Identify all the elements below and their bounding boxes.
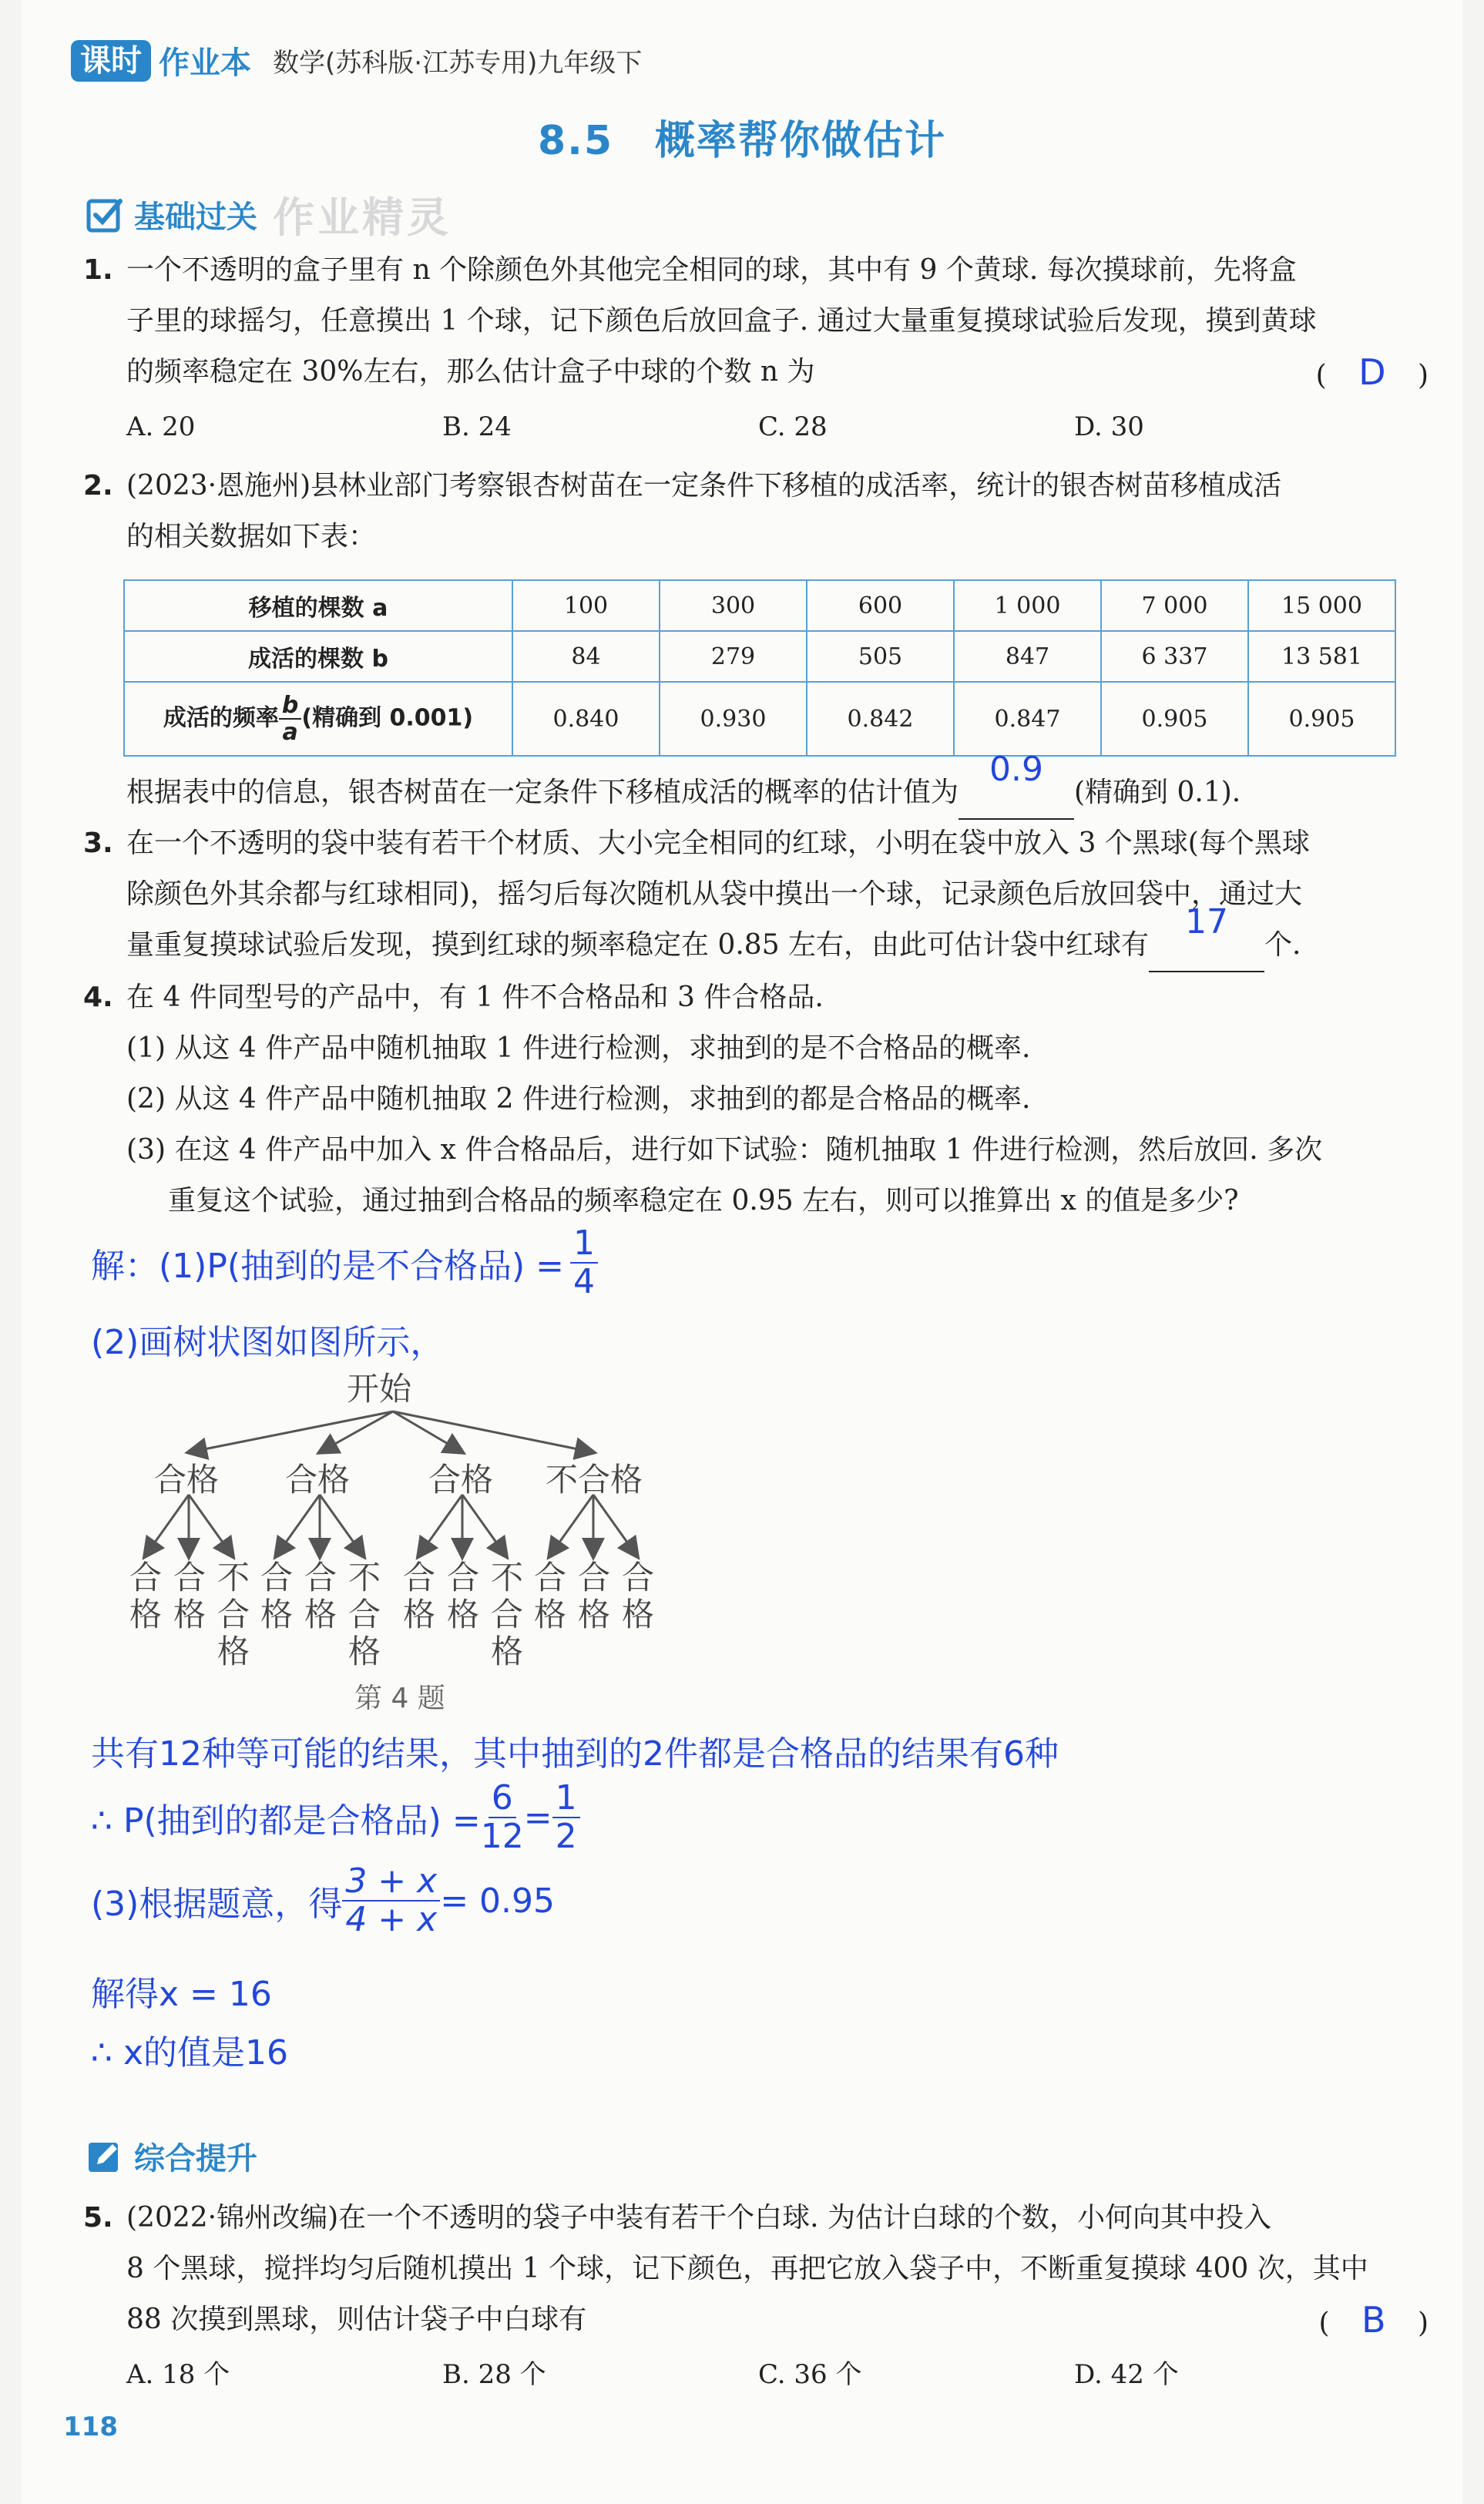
question-number: 1. — [83, 254, 113, 286]
q2-answer-line — [126, 750, 1241, 820]
tree-leaf: 合格 — [534, 1559, 567, 1633]
section-title: 8.5 概率帮你做估计 — [537, 118, 947, 164]
pencil-note-icon — [86, 2138, 123, 2175]
fraction — [481, 1780, 524, 1856]
tree-leaf: 不合格 — [217, 1559, 250, 1670]
table-cell: 300 — [660, 580, 807, 631]
option-d: D. 30 — [1074, 411, 1144, 442]
q4-line — [83, 972, 1401, 1023]
table-cell: 84 — [512, 631, 660, 682]
question-number: 5. — [83, 2202, 113, 2234]
q3-line3 — [83, 902, 1401, 972]
q5-answer-bracket — [1318, 2294, 1429, 2349]
q2-answer: 0.9 — [989, 750, 1043, 789]
table-cell: 0.905 — [1248, 682, 1395, 756]
option-b: B. 24 — [442, 411, 512, 442]
q4-part3-cont: 重复这个试验，通过抽到合格品的频率稳定在 0.95 左右，则可以推算出 x 的值是多少? — [168, 1185, 1239, 1217]
q4-part1: (1) 从这 4 件产品中随机抽取 1 件进行检测，求抽到的是不合格品的概率. — [126, 1032, 1031, 1064]
q5-line — [83, 2193, 1401, 2244]
q5-answer: B — [1361, 2299, 1386, 2341]
table-cell: 279 — [660, 631, 807, 682]
q3-text-line2: 除颜色外其余都与红球相同)，摇匀后每次随机从袋中摸出一个球，记录颜色后放回袋中，通过大 — [126, 878, 1303, 910]
solution-part3: 共有12种等可能的结果，其中抽到的2件都是合格品的结果有6种 — [91, 1734, 1059, 1774]
q3-suffix: 个. — [1264, 929, 1301, 961]
table-cell: 6 337 — [1101, 631, 1248, 682]
question-1 — [83, 245, 1429, 452]
solution-text: = 0.95 — [440, 1881, 556, 1921]
tree-node: 合格 — [285, 1461, 351, 1499]
table-cell: 15 000 — [1248, 580, 1395, 631]
q1-text-line2: 子里的球摇匀，任意摸出 1 个球，记下颜色后放回盒子. 通过大量重复摸球试验后发现，摸到黄球 — [126, 305, 1317, 337]
table-cell: 505 — [807, 631, 954, 682]
q5-options — [83, 2349, 1401, 2400]
question-4 — [83, 972, 1401, 1227]
option-a: A. 20 — [126, 411, 196, 442]
bracket-open: ( — [1318, 2308, 1330, 2339]
q3-text-line3: 量重复摸球试验后发现，摸到红球的频率稳定在 0.85 左右，由此可估计袋中红球有 — [126, 929, 1150, 961]
option-b: B. 28 个 — [442, 2359, 546, 2390]
q1-line3 — [83, 347, 1429, 401]
tree-leaf: 合格 — [129, 1559, 163, 1633]
tree-leaf: 合格 — [578, 1559, 611, 1633]
tree-leaf: 合格 — [304, 1559, 337, 1633]
tree-leaf: 合格 — [173, 1559, 206, 1633]
option-c: C. 36 个 — [758, 2359, 862, 2390]
fraction-denominator: 4 — [573, 1262, 596, 1302]
q3-answer-blank — [1149, 902, 1264, 972]
header — [71, 39, 642, 82]
question-3 — [83, 818, 1401, 972]
q5-text-line1: (2022·锦州改编)在一个不透明的袋子中装有若干个白球. 为估计白球的个数，小何向其中投入 — [126, 2202, 1272, 2234]
option-a: A. 18 个 — [126, 2359, 230, 2390]
tree-node: 不合格 — [546, 1461, 643, 1499]
tree-leaf: 不合格 — [348, 1559, 381, 1670]
question-number: 3. — [83, 827, 113, 859]
q4-part2: (2) 从这 4 件产品中随机抽取 2 件进行检测，求抽到的都是合格品的概率. — [126, 1083, 1031, 1115]
solution-part1 — [91, 1225, 598, 1301]
tree-leaf: 不合格 — [491, 1559, 524, 1670]
table-cell: 移植的棵数 a — [124, 580, 512, 631]
fraction — [279, 693, 301, 745]
q5-text-line3: 88 次摸到黑球，则估计袋子中白球有 — [126, 2304, 587, 2335]
solution-part5 — [91, 1863, 555, 1939]
row-label-suffix: (精确到 0.001) — [301, 704, 474, 732]
fraction-numerator: 1 — [570, 1225, 598, 1264]
q1-line — [83, 245, 1393, 296]
table-cell: 0.905 — [1101, 682, 1248, 756]
section-heading-advanced — [86, 2134, 257, 2178]
brand-name: 作业本 — [159, 45, 251, 81]
table-cell: 成活的棵数 b — [124, 631, 512, 682]
table-row — [124, 631, 1395, 682]
table-cell: 0.842 — [807, 682, 954, 756]
q2-text-line1: (2023·恩施州)县林业部门考察银杏树苗在一定条件下移植的成活率，统计的银杏树苗移植成活 — [126, 470, 1282, 502]
solution-part2: (2)画树状图如图所示， — [91, 1323, 445, 1362]
section-heading-basic — [86, 185, 452, 244]
table-cell: 847 — [954, 631, 1101, 682]
solution-part7: ∴ x的值是16 — [91, 2033, 289, 2073]
q1-answer-bracket — [1316, 347, 1429, 401]
q5-text-line2: 8 个黑球，搅拌均匀后随机摸出 1 个球，记下颜色，再把它放入袋子中，不断重复摸球 400 次，其中 — [126, 2253, 1368, 2284]
page-number: 118 — [63, 2412, 118, 2442]
q2-answer-suffix: (精确到 0.1). — [1074, 777, 1241, 808]
fraction-denominator: a — [282, 719, 298, 746]
q1-text-line1: 一个不透明的盒子里有 n 个除颜色外其他完全相同的球，其中有 9 个黄球. 每次摸球前，先将盒 — [126, 254, 1297, 286]
book-subject: 数学(苏科版·江苏专用)九年级下 — [273, 48, 643, 79]
brand-badge: 课时 — [71, 40, 151, 82]
bracket-open: ( — [1315, 360, 1327, 391]
row-label-prefix: 成活的频率 — [163, 704, 279, 732]
tree-leaf: 合格 — [447, 1559, 480, 1633]
q2-answer-blank — [959, 750, 1074, 820]
fraction-numerator: 1 — [552, 1780, 580, 1818]
tree-leaf: 合格 — [260, 1559, 294, 1633]
tree-node: 合格 — [154, 1461, 220, 1499]
solution-part4 — [91, 1780, 580, 1856]
fraction-denominator: 4 + x — [345, 1900, 438, 1940]
solution-text: ∴ P(抽到的都是合格品) = — [91, 1801, 481, 1841]
q2-answer-prompt: 根据表中的信息，银杏树苗在一定条件下移植成活的概率的估计值为 — [126, 777, 959, 808]
solution-text: (3)根据题意，得 — [91, 1885, 343, 1925]
fraction-denominator: 2 — [555, 1817, 577, 1857]
question-number: 2. — [83, 470, 113, 502]
table-cell: 600 — [807, 580, 954, 631]
fraction-numerator: b — [279, 693, 301, 720]
table-cell: 0.930 — [660, 682, 807, 756]
bracket-close: ) — [1417, 360, 1429, 391]
bracket-close: ) — [1417, 2308, 1429, 2339]
q3-answer: 17 — [1185, 902, 1229, 942]
q1-text-line3: 的频率稳定在 30%左右，那么估计盒子中球的个数 n 为 — [126, 356, 815, 388]
q2-line — [83, 461, 1393, 512]
table-cell: 13 581 — [1248, 631, 1395, 682]
table-cell — [124, 682, 512, 756]
checkbox-icon — [86, 196, 123, 233]
fraction-numerator: 3 + x — [342, 1863, 440, 1901]
q4-stem: 在 4 件同型号的产品中，有 1 件不合格品和 3 件合格品. — [126, 982, 824, 1013]
fraction — [342, 1863, 440, 1939]
seedling-table — [123, 579, 1396, 757]
option-c: C. 28 — [758, 411, 828, 442]
tree-node: 合格 — [428, 1461, 494, 1499]
table-cell: 7 000 — [1101, 580, 1248, 631]
section-heading-label: 综合提升 — [134, 2141, 257, 2177]
watermark: 作业精灵 — [273, 193, 452, 242]
fraction — [570, 1225, 598, 1301]
q3-text-line1: 在一个不透明的袋中装有若干个材质、大小完全相同的红球，小明在袋中放入 3 个黑球(每个黑球 — [126, 827, 1310, 859]
section-heading-label: 基础过关 — [134, 200, 257, 235]
table-row — [124, 682, 1395, 756]
tree-leaf: 合格 — [403, 1559, 436, 1633]
fraction — [552, 1780, 580, 1856]
tree-diagram — [100, 1364, 701, 1687]
question-5 — [83, 2193, 1429, 2400]
q1-options — [83, 401, 1393, 452]
question-2 — [83, 461, 1393, 562]
q5-line3 — [83, 2294, 1429, 2349]
q2-text-line2: 的相关数据如下表： — [126, 521, 377, 552]
table-row — [124, 580, 1395, 631]
table-cell: 1 000 — [954, 580, 1101, 631]
fraction-denominator: 12 — [480, 1817, 524, 1857]
solution-part6: 解得x = 16 — [91, 1975, 272, 2014]
question-number: 4. — [83, 982, 113, 1013]
q1-answer: D — [1358, 351, 1386, 393]
tree-leaf: 合格 — [622, 1559, 655, 1633]
table-cell: 0.847 — [954, 682, 1101, 756]
tree-root: 开始 — [347, 1370, 412, 1408]
figure-caption: 第 4 题 — [354, 1683, 445, 1714]
q4-part3: (3) 在这 4 件产品中加入 x 件合格品后，进行如下试验：随机抽取 1 件进行检测，然后放回. 多次 — [126, 1134, 1323, 1166]
solution-text: 解：(1)P(抽到的是不合格品) = — [91, 1247, 565, 1287]
table-cell: 0.840 — [512, 682, 660, 756]
fraction-numerator: 6 — [489, 1780, 516, 1818]
option-d: D. 42 个 — [1074, 2359, 1179, 2390]
equals-sign: = — [523, 1797, 552, 1838]
table-cell: 100 — [512, 580, 660, 631]
q3-line — [83, 818, 1401, 869]
